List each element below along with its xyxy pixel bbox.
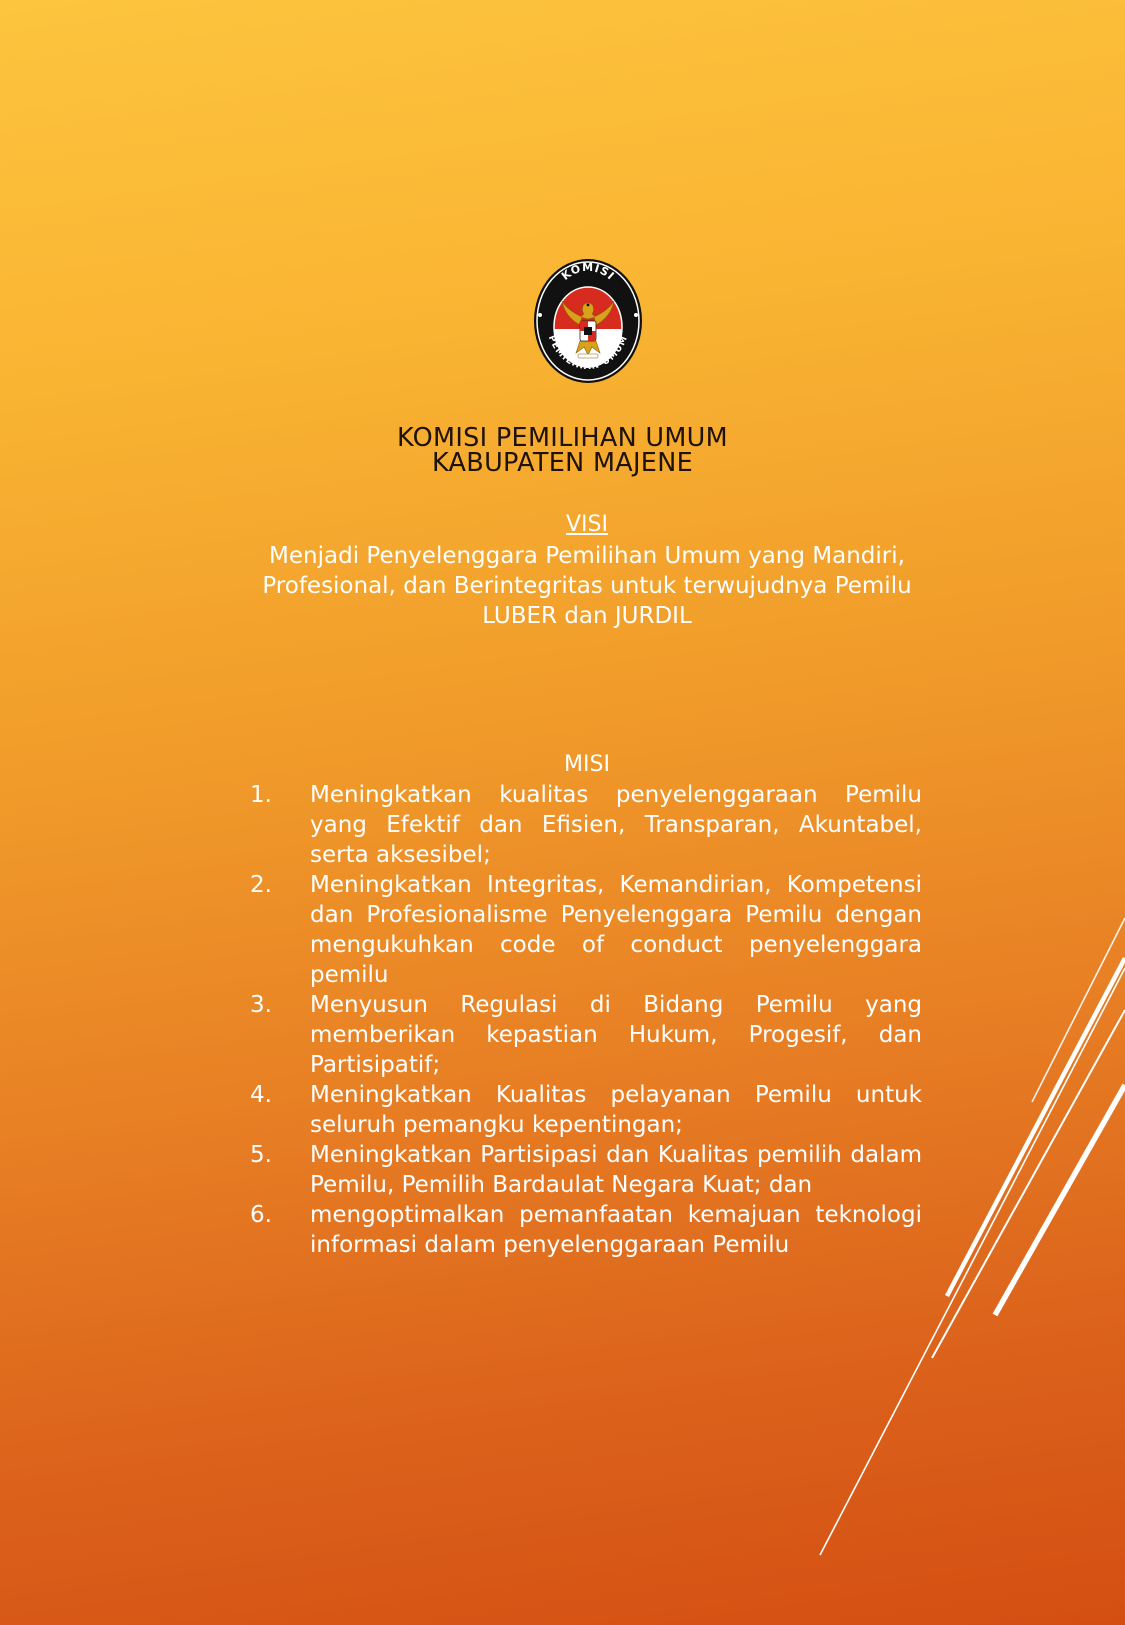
misi-item <box>250 780 922 870</box>
misi-item-text: Menyusun Regulasi di Bidang Pemilu yang memberikan kepastian Hukum, Progesif, dan Partisipatif; <box>310 992 922 1078</box>
misi-item-number: 6. <box>250 1202 272 1228</box>
misi-heading: MISI <box>564 752 610 777</box>
misi-item <box>250 990 922 1080</box>
svg-text:PEMILIHAN UMUM: PEMILIHAN UMUM <box>545 334 631 373</box>
misi-item <box>250 1080 922 1140</box>
kpu-logo <box>532 257 644 385</box>
organization-name: KOMISI PEMILIHAN UMUM <box>397 423 728 453</box>
visi-text: Menjadi Penyelenggara Pemilihan Umum yang Mandiri, Profesional, dan Berintegritas untuk terwujudnya Pemilu LUBER dan JURDIL <box>262 543 912 629</box>
svg-text:KOMISI: KOMISI <box>559 260 618 283</box>
misi-item-text: Meningkatkan Kualitas pelayanan Pemilu untuk seluruh pemangku kepentingan; <box>310 1082 922 1138</box>
misi-item-number: 3. <box>250 992 272 1018</box>
misi-item <box>250 1140 922 1200</box>
misi-item-number: 2. <box>250 872 272 898</box>
misi-item-text: Meningkatkan Integritas, Kemandirian, Kompetensi dan Profesionalisme Penyelenggara Pemilu dengan mengukuhkan code of conduct penyelenggara pemilu <box>310 872 922 988</box>
misi-item-number: 5. <box>250 1142 272 1168</box>
misi-item <box>250 870 922 990</box>
misi-item-number: 1. <box>250 782 272 808</box>
misi-item <box>250 1200 922 1260</box>
organization-region: KABUPATEN MAJENE <box>431 448 694 478</box>
misi-list <box>250 780 922 1260</box>
misi-item-number: 4. <box>250 1082 272 1108</box>
misi-item-text: mengoptimalkan pemanfaatan kemajuan teknologi informasi dalam penyelenggaraan Pemilu <box>310 1202 922 1258</box>
misi-item-text: Meningkatkan kualitas penyelenggaraan Pemilu yang Efektif dan Efisien, Transparan, Akuntabel, serta aksesibel; <box>310 782 922 868</box>
misi-item-text: Meningkatkan Partisipasi dan Kualitas pemilih dalam Pemilu, Pemilih Bardaulat Negara Kuat; dan <box>310 1142 922 1198</box>
visi-heading: VISI <box>566 512 608 537</box>
